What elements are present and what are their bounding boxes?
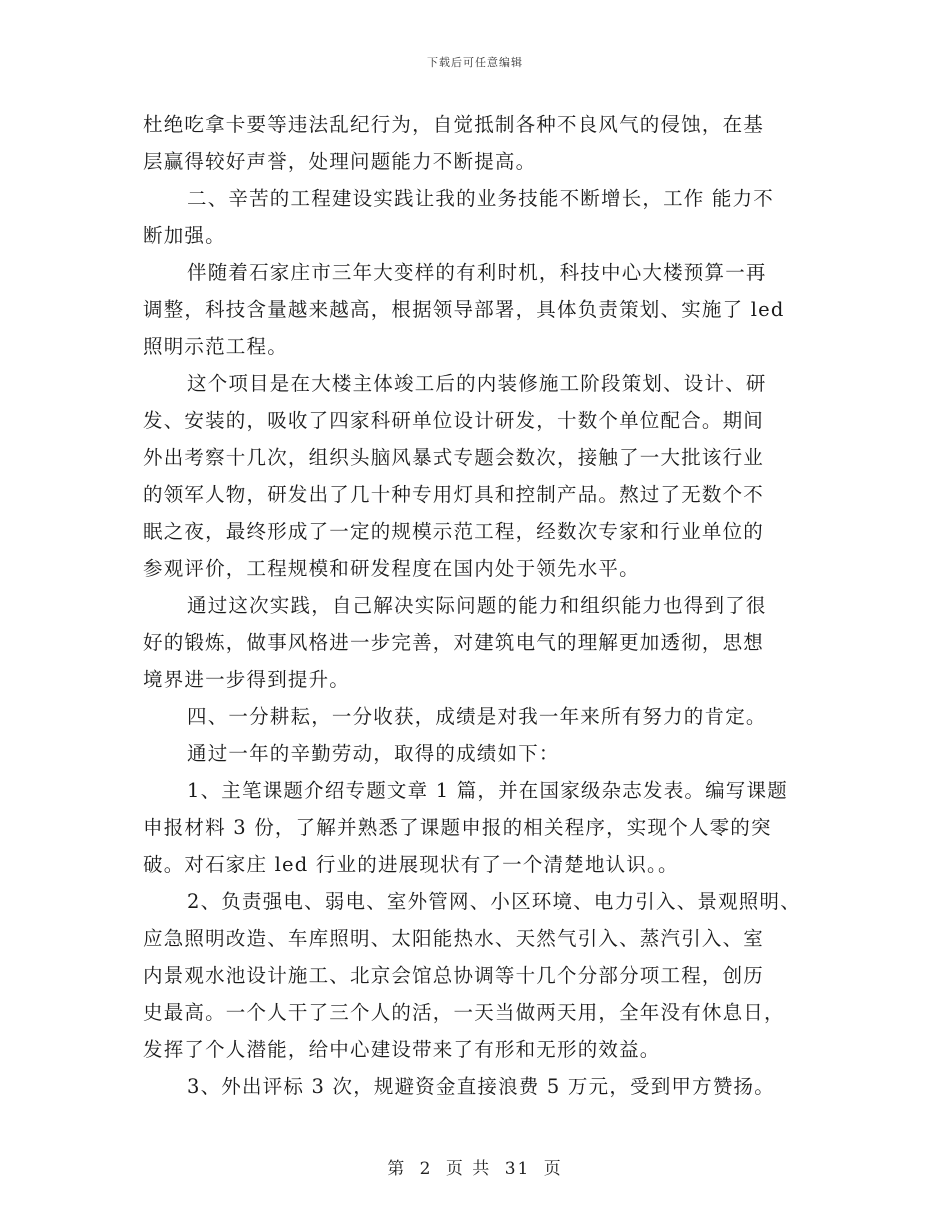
- footer-middle: 页 共: [445, 1159, 492, 1179]
- text-line: 发挥了个人潜能，给中心建设带来了有形和无形的效益。: [143, 1038, 661, 1061]
- text-line: 通过一年的辛勤劳动，取得的成绩如下：: [187, 742, 560, 765]
- text-line: 伴随着石家庄市三年大变样的有利时机，科技中心大楼预算一再: [187, 261, 767, 284]
- text-line: 参观评价，工程规模和研发程度在国内处于领先水平。: [143, 557, 640, 580]
- text-line: 1、主笔课题介绍专题文章 1 篇，并在国家级杂志发表。编写课题: [187, 779, 788, 802]
- document-body: [143, 106, 823, 1105]
- text-line: 申报材料 3 份，了解并熟悉了课题申报的相关程序，实现个人零的突: [143, 816, 772, 839]
- text-line: 境界进一步得到提升。: [143, 668, 351, 691]
- text-line: 四、一分耕耘，一分收获，成绩是对我一年来所有努力的肯定。: [187, 705, 767, 728]
- text-line: 二、辛苦的工程建设实践让我的业务技能不断增长，工作 能力不: [187, 187, 774, 210]
- text-line: 断加强。: [143, 224, 226, 247]
- text-line: 通过这次实践，自己解决实际问题的能力和组织能力也得到了很: [187, 594, 767, 617]
- text-line: 眠之夜，最终形成了一定的规模示范工程，经数次专家和行业单位的: [143, 520, 765, 543]
- text-line: 调整，科技含量越来越高，根据领导部署，具体负责策划、实施了 led: [143, 298, 785, 321]
- text-line: 外出考察十几次，组织头脑风暴式专题会数次，接触了一大批该行业: [143, 446, 765, 469]
- text-line: 破。对石家庄 led 行业的进展现状有了一个清楚地认识。。: [143, 853, 679, 876]
- text-line: 杜绝吃拿卡要等违法乱纪行为，自觉抵制各种不良风气的侵蚀，在基: [143, 113, 765, 136]
- page-header: 下载后可任意编辑: [427, 56, 523, 69]
- footer-page-number: 2: [419, 1159, 433, 1179]
- text-line: 应急照明改造、车库照明、太阳能热水、天然气引入、蒸汽引入、室: [143, 927, 765, 950]
- text-line: 这个项目是在大楼主体竣工后的内装修施工阶段策划、设计、研: [187, 372, 767, 395]
- page-footer: [0, 1154, 950, 1179]
- text-line: 的领军人物，研发出了几十种专用灯具和控制产品。熬过了无数个不: [143, 483, 765, 506]
- text-line: 2、负责强电、弱电、室外管网、小区环境、电力引入、景观照明、: [187, 890, 801, 913]
- footer-prefix: 第: [387, 1159, 407, 1179]
- text-line: 内景观水池设计施工、北京会馆总协调等十几个分部分项工程，创历: [143, 964, 765, 987]
- footer-suffix: 页: [543, 1159, 563, 1179]
- text-line: 史最高。一个人干了三个人的活，一天当做两天用，全年没有休息日，: [143, 1001, 785, 1024]
- text-line: 发、安装的，吸收了四家科研单位设计研发，十数个单位配合。期间: [143, 409, 765, 432]
- text-line: 3、外出评标 3 次，规避资金直接浪费 5 万元，受到甲方赞扬。: [187, 1075, 775, 1098]
- footer-total-pages: 31: [504, 1159, 531, 1179]
- text-line: 照明示范工程。: [143, 335, 288, 358]
- text-line: 好的锻炼，做事风格进一步完善，对建筑电气的理解更加透彻，思想: [143, 631, 765, 654]
- text-line: 层赢得较好声誉，处理问题能力不断提高。: [143, 150, 537, 173]
